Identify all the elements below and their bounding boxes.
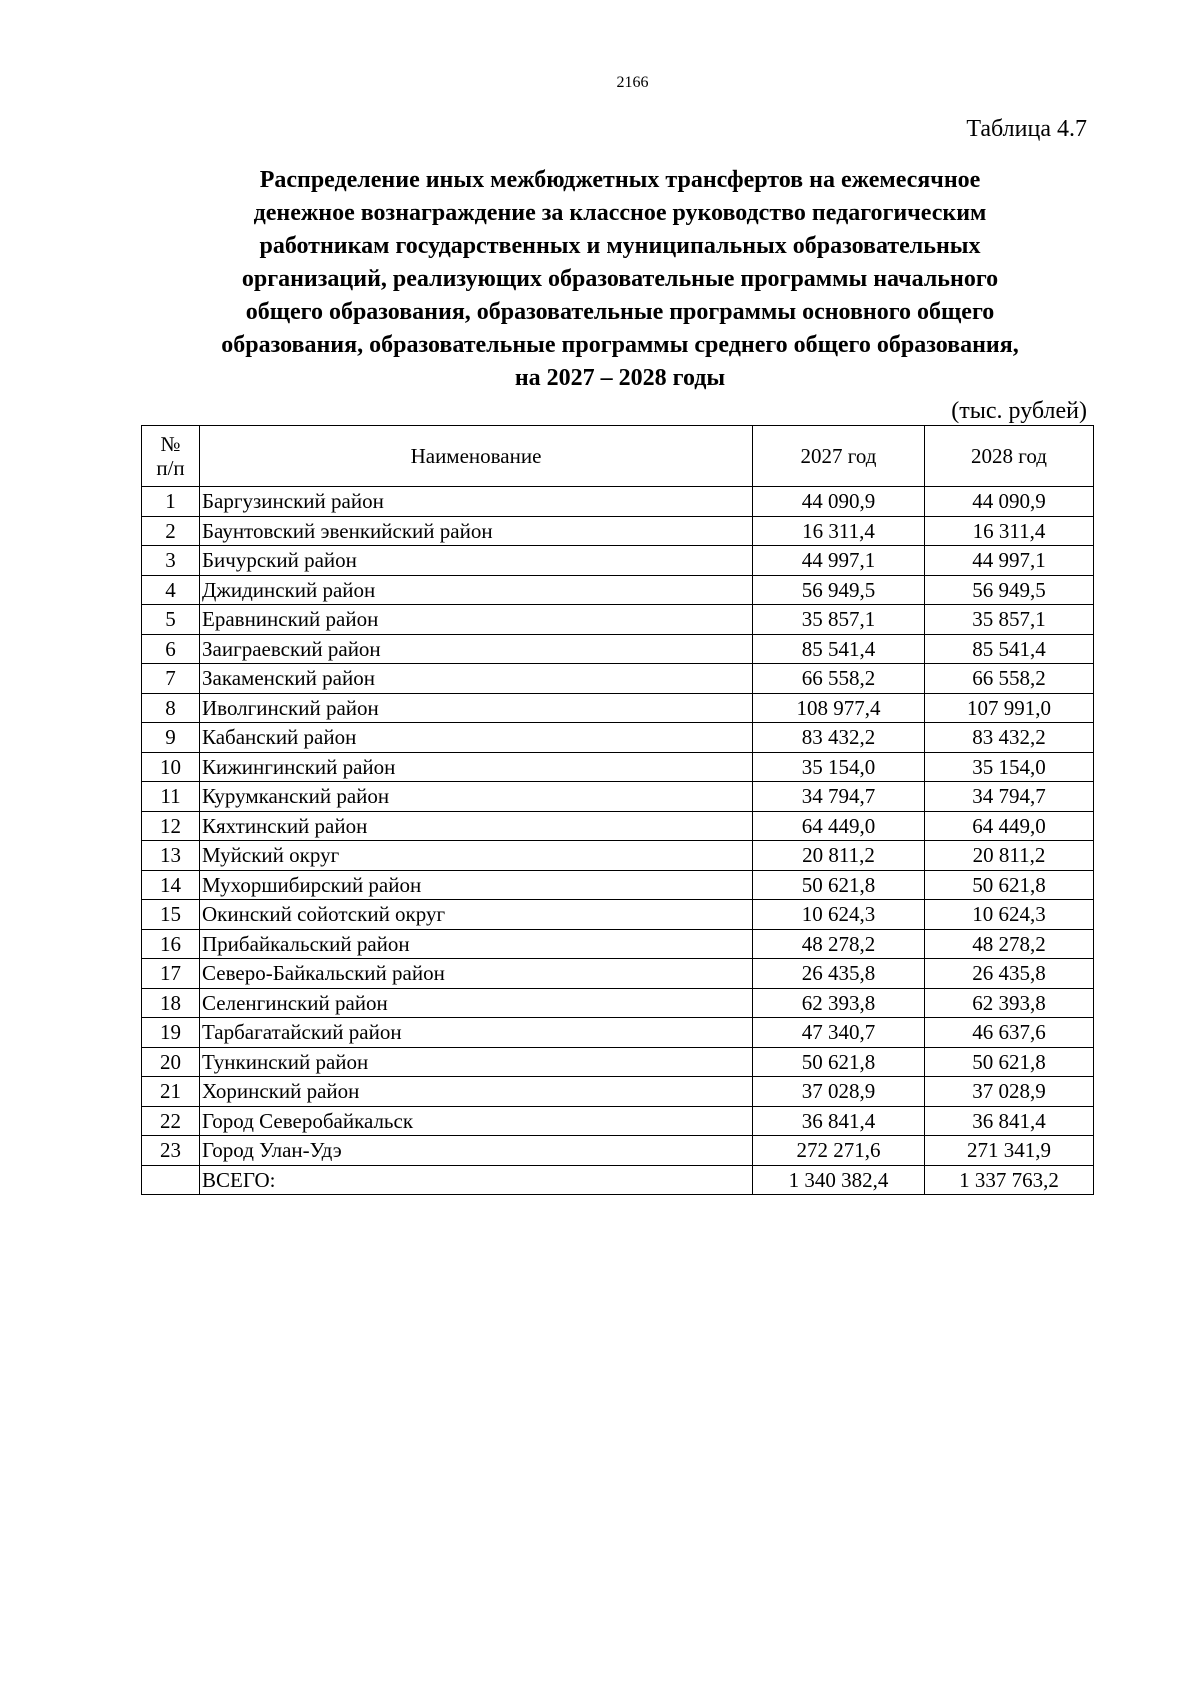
row-name: Баунтовский эвенкийский район bbox=[200, 516, 753, 546]
row-number: 15 bbox=[142, 900, 200, 930]
row-number: 9 bbox=[142, 723, 200, 753]
table-row bbox=[142, 634, 1094, 664]
row-number: 6 bbox=[142, 634, 200, 664]
table-row bbox=[142, 605, 1094, 635]
total-label: ВСЕГО: bbox=[200, 1165, 753, 1195]
table-row bbox=[142, 575, 1094, 605]
header-num-line2: п/п bbox=[156, 456, 185, 480]
page-number: 2166 bbox=[616, 74, 649, 91]
row-value-2027: 62 393,8 bbox=[753, 988, 925, 1018]
row-number: 21 bbox=[142, 1077, 200, 1107]
row-name: Хоринский район bbox=[200, 1077, 753, 1107]
table-row bbox=[142, 752, 1094, 782]
row-value-2027: 108 977,4 bbox=[753, 693, 925, 723]
row-value-2028: 107 991,0 bbox=[925, 693, 1094, 723]
total-row bbox=[142, 1165, 1094, 1195]
row-value-2028: 35 857,1 bbox=[925, 605, 1094, 635]
title-line: работникам государственных и муниципальных образовательных bbox=[259, 233, 981, 259]
table-row bbox=[142, 1077, 1094, 1107]
row-value-2027: 66 558,2 bbox=[753, 664, 925, 694]
table-row bbox=[142, 1136, 1094, 1166]
row-name: Мухоршибирский район bbox=[200, 870, 753, 900]
row-value-2027: 20 811,2 bbox=[753, 841, 925, 871]
row-value-2027: 48 278,2 bbox=[753, 929, 925, 959]
title-line: организаций, реализующих образовательные программы начального bbox=[241, 266, 999, 292]
document-title bbox=[140, 164, 1100, 395]
total-value-2028: 1 337 763,2 bbox=[925, 1165, 1094, 1195]
row-value-2028: 50 621,8 bbox=[925, 870, 1094, 900]
row-value-2028: 85 541,4 bbox=[925, 634, 1094, 664]
row-number: 5 bbox=[142, 605, 200, 635]
row-name: Бичурский район bbox=[200, 546, 753, 576]
row-number: 3 bbox=[142, 546, 200, 576]
table-row bbox=[142, 546, 1094, 576]
table-row bbox=[142, 929, 1094, 959]
row-number: 1 bbox=[142, 487, 200, 517]
row-value-2028: 48 278,2 bbox=[925, 929, 1094, 959]
row-name: Северо-Байкальский район bbox=[200, 959, 753, 989]
table-row bbox=[142, 1018, 1094, 1048]
table-row bbox=[142, 1047, 1094, 1077]
row-name: Курумканский район bbox=[200, 782, 753, 812]
row-name: Еравнинский район bbox=[200, 605, 753, 635]
row-value-2028: 35 154,0 bbox=[925, 752, 1094, 782]
row-number: 17 bbox=[142, 959, 200, 989]
row-value-2028: 26 435,8 bbox=[925, 959, 1094, 989]
row-value-2027: 56 949,5 bbox=[753, 575, 925, 605]
table-row bbox=[142, 959, 1094, 989]
row-value-2028: 10 624,3 bbox=[925, 900, 1094, 930]
title-line: Распределение иных межбюджетных трансфертов на ежемесячное bbox=[259, 167, 981, 193]
table-label: Таблица 4.7 bbox=[966, 116, 1087, 142]
table-row bbox=[142, 988, 1094, 1018]
total-number bbox=[142, 1165, 200, 1195]
units-label: (тыс. рублей) bbox=[951, 398, 1087, 424]
row-name: Город Улан-Удэ bbox=[200, 1136, 753, 1166]
table-row bbox=[142, 811, 1094, 841]
row-value-2028: 46 637,6 bbox=[925, 1018, 1094, 1048]
header-num bbox=[142, 426, 200, 487]
table-row bbox=[142, 723, 1094, 753]
row-name: Кижингинский район bbox=[200, 752, 753, 782]
header-name: Наименование bbox=[200, 426, 753, 487]
row-value-2027: 34 794,7 bbox=[753, 782, 925, 812]
table-header-row bbox=[142, 426, 1094, 487]
row-value-2028: 83 432,2 bbox=[925, 723, 1094, 753]
row-value-2028: 271 341,9 bbox=[925, 1136, 1094, 1166]
row-value-2028: 34 794,7 bbox=[925, 782, 1094, 812]
table-row bbox=[142, 487, 1094, 517]
row-value-2027: 35 857,1 bbox=[753, 605, 925, 635]
row-number: 10 bbox=[142, 752, 200, 782]
row-number: 8 bbox=[142, 693, 200, 723]
title-line: денежное вознаграждение за классное руководство педагогическим bbox=[253, 200, 987, 226]
row-value-2027: 50 621,8 bbox=[753, 870, 925, 900]
row-number: 22 bbox=[142, 1106, 200, 1136]
table-row bbox=[142, 900, 1094, 930]
row-number: 2 bbox=[142, 516, 200, 546]
row-value-2027: 85 541,4 bbox=[753, 634, 925, 664]
row-name: Закаменский район bbox=[200, 664, 753, 694]
row-value-2027: 47 340,7 bbox=[753, 1018, 925, 1048]
row-value-2027: 10 624,3 bbox=[753, 900, 925, 930]
row-value-2027: 26 435,8 bbox=[753, 959, 925, 989]
row-name: Тункинский район bbox=[200, 1047, 753, 1077]
row-name: Кабанский район bbox=[200, 723, 753, 753]
row-number: 20 bbox=[142, 1047, 200, 1077]
title-line: на 2027 – 2028 годы bbox=[514, 365, 726, 391]
transfers-table bbox=[141, 425, 1094, 1195]
row-value-2027: 16 311,4 bbox=[753, 516, 925, 546]
row-name: Окинский сойотский округ bbox=[200, 900, 753, 930]
row-number: 7 bbox=[142, 664, 200, 694]
row-name: Тарбагатайский район bbox=[200, 1018, 753, 1048]
table-row bbox=[142, 870, 1094, 900]
row-name: Прибайкальский район bbox=[200, 929, 753, 959]
row-number: 12 bbox=[142, 811, 200, 841]
total-value-2027: 1 340 382,4 bbox=[753, 1165, 925, 1195]
row-value-2028: 56 949,5 bbox=[925, 575, 1094, 605]
table-row bbox=[142, 664, 1094, 694]
row-number: 13 bbox=[142, 841, 200, 871]
row-value-2028: 36 841,4 bbox=[925, 1106, 1094, 1136]
title-line: образования, образовательные программы среднего общего образования, bbox=[221, 332, 1019, 358]
header-year-2027: 2027 год bbox=[753, 426, 925, 487]
row-name: Селенгинский район bbox=[200, 988, 753, 1018]
row-value-2028: 50 621,8 bbox=[925, 1047, 1094, 1077]
title-line: общего образования, образовательные программы основного общего bbox=[245, 299, 995, 325]
row-value-2027: 50 621,8 bbox=[753, 1047, 925, 1077]
row-value-2028: 44 090,9 bbox=[925, 487, 1094, 517]
row-name: Иволгинский район bbox=[200, 693, 753, 723]
row-number: 18 bbox=[142, 988, 200, 1018]
row-value-2028: 66 558,2 bbox=[925, 664, 1094, 694]
row-value-2028: 62 393,8 bbox=[925, 988, 1094, 1018]
row-number: 14 bbox=[142, 870, 200, 900]
row-number: 11 bbox=[142, 782, 200, 812]
table-row bbox=[142, 516, 1094, 546]
row-value-2027: 83 432,2 bbox=[753, 723, 925, 753]
row-name: Муйский округ bbox=[200, 841, 753, 871]
header-num-line1: № bbox=[160, 432, 181, 456]
table-row bbox=[142, 782, 1094, 812]
row-number: 4 bbox=[142, 575, 200, 605]
row-name: Заиграевский район bbox=[200, 634, 753, 664]
row-value-2028: 37 028,9 bbox=[925, 1077, 1094, 1107]
row-value-2027: 44 090,9 bbox=[753, 487, 925, 517]
row-name: Город Северобайкальск bbox=[200, 1106, 753, 1136]
row-value-2027: 272 271,6 bbox=[753, 1136, 925, 1166]
row-number: 23 bbox=[142, 1136, 200, 1166]
row-value-2027: 36 841,4 bbox=[753, 1106, 925, 1136]
row-number: 19 bbox=[142, 1018, 200, 1048]
table-row bbox=[142, 1106, 1094, 1136]
row-value-2028: 44 997,1 bbox=[925, 546, 1094, 576]
table-row bbox=[142, 841, 1094, 871]
header-year-2028: 2028 год bbox=[925, 426, 1094, 487]
row-value-2027: 64 449,0 bbox=[753, 811, 925, 841]
row-name: Джидинский район bbox=[200, 575, 753, 605]
row-value-2028: 64 449,0 bbox=[925, 811, 1094, 841]
row-name: Кяхтинский район bbox=[200, 811, 753, 841]
row-number: 16 bbox=[142, 929, 200, 959]
row-value-2027: 35 154,0 bbox=[753, 752, 925, 782]
row-value-2028: 20 811,2 bbox=[925, 841, 1094, 871]
row-value-2027: 37 028,9 bbox=[753, 1077, 925, 1107]
table-row bbox=[142, 693, 1094, 723]
row-value-2027: 44 997,1 bbox=[753, 546, 925, 576]
row-value-2028: 16 311,4 bbox=[925, 516, 1094, 546]
row-name: Баргузинский район bbox=[200, 487, 753, 517]
